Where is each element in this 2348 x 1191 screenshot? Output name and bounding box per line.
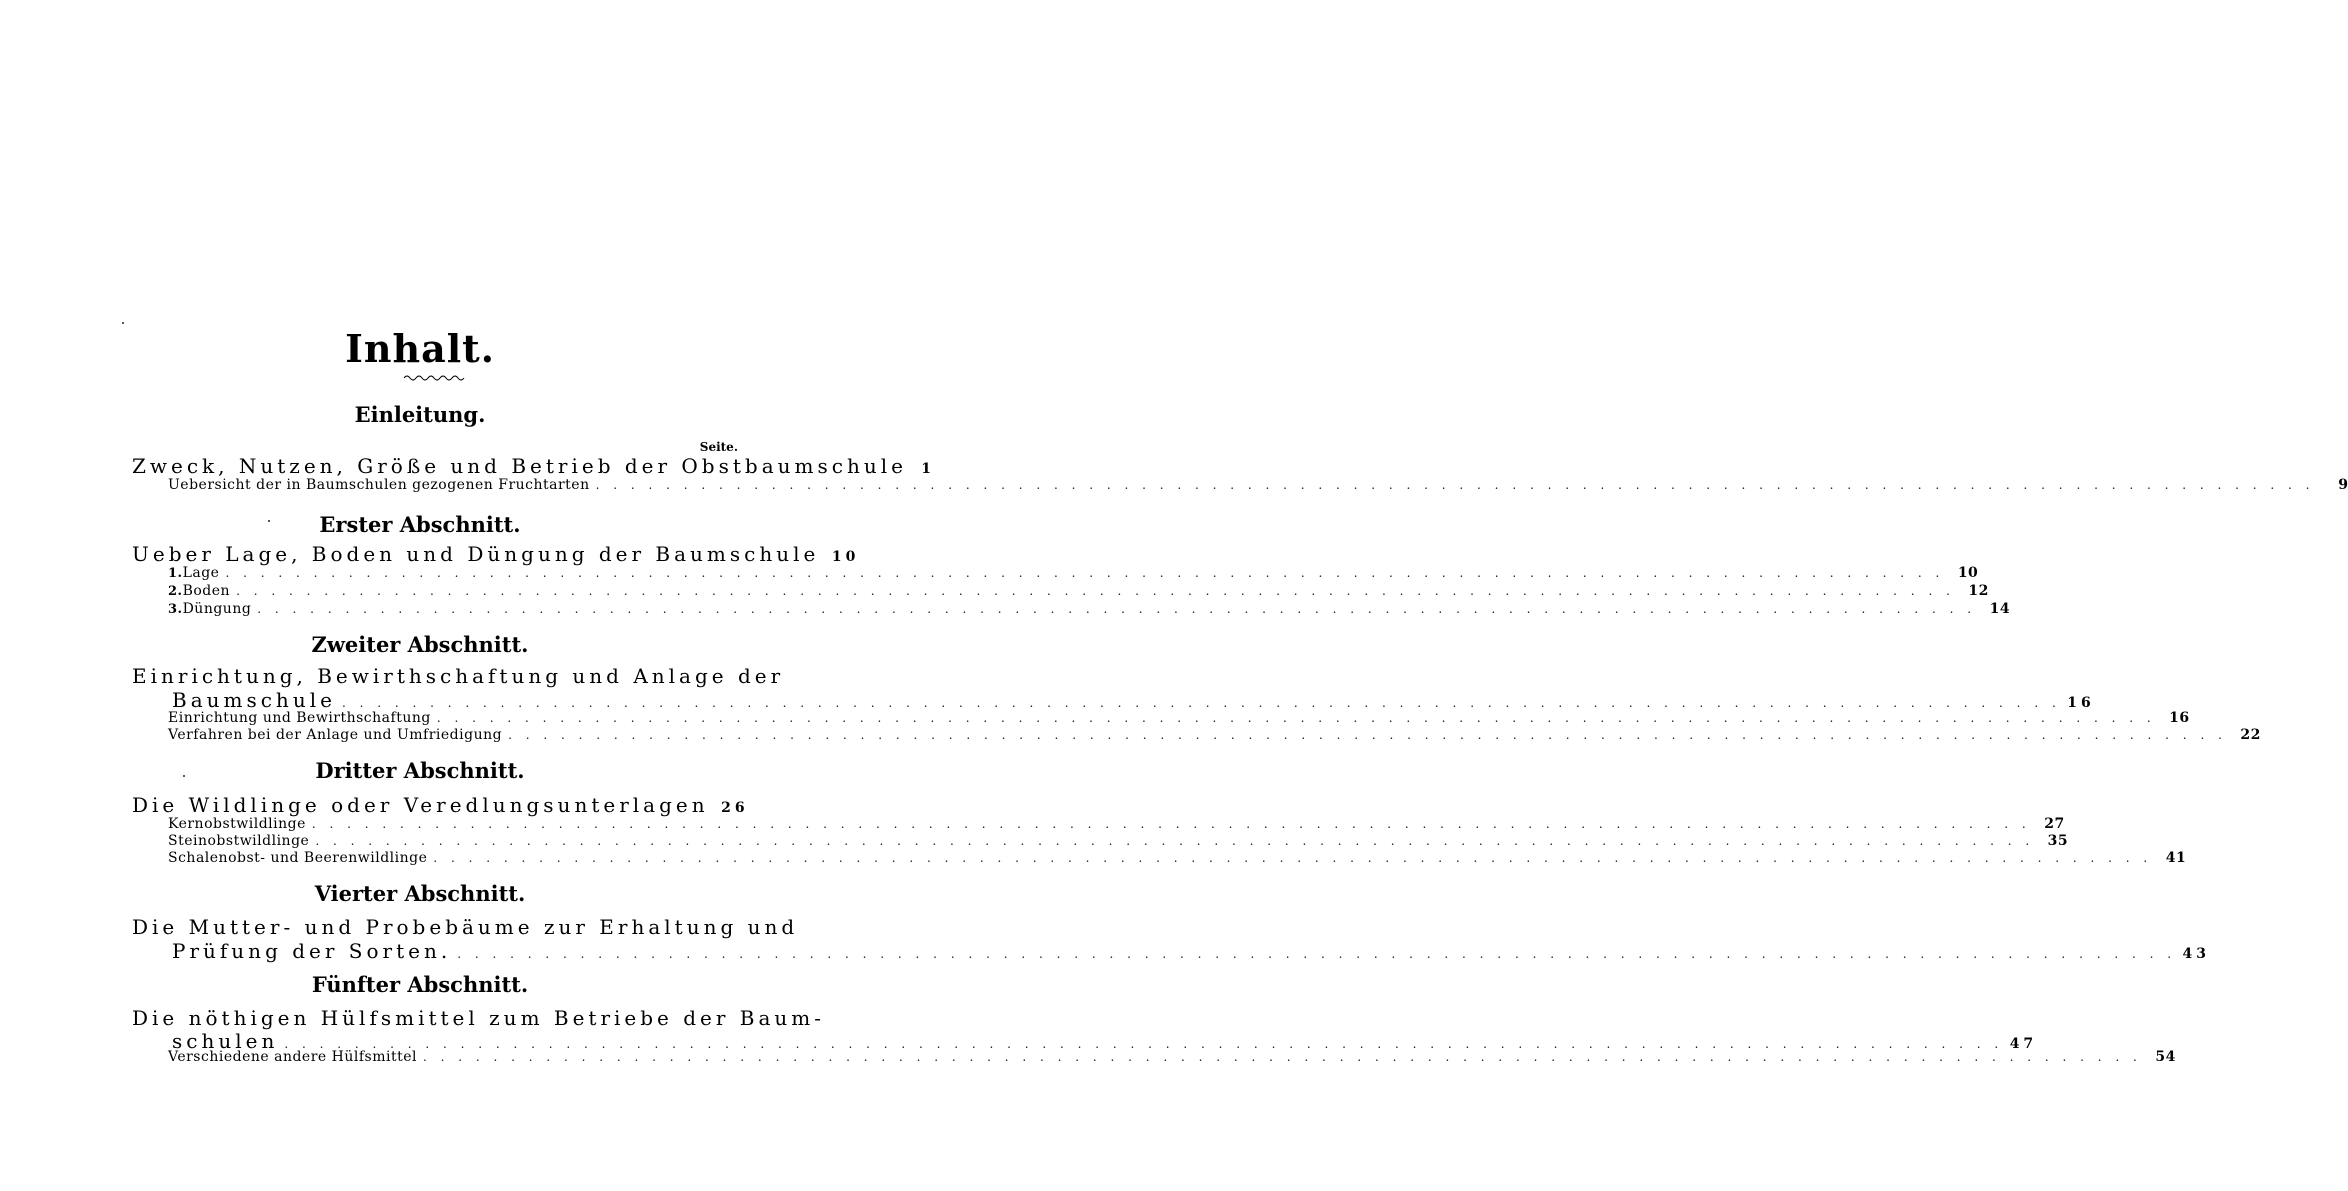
toc-entry-page: 47 — [2009, 1036, 2038, 1052]
toc-entry-page: 1 — [921, 461, 935, 477]
toc-entry-page: 26 — [721, 800, 749, 816]
toc-entry-number: 3. — [168, 602, 183, 617]
leader-dots — [423, 1050, 2142, 1064]
leader-dots — [457, 947, 2176, 961]
toc-entry-label: Einrichtung und Bewirthschaftung — [168, 710, 431, 726]
section-heading-einleitung: Einleitung. — [354, 402, 486, 427]
toc-entry-label: Verfahren bei der Anlage und Umfriedigung — [168, 727, 503, 743]
section-heading-vierter: Vierter Abschnitt. — [314, 881, 526, 906]
toc-entry[interactable] — [132, 793, 749, 817]
toc-entry[interactable] — [168, 601, 2011, 617]
ornament-divider — [404, 372, 464, 382]
toc-entry-page: 10 — [1957, 565, 1979, 581]
toc-entry-page: 16 — [2067, 695, 2095, 711]
toc-entry-page: 43 — [2182, 946, 2211, 962]
toc-entry-page: 35 — [2047, 833, 2069, 849]
toc-entry-label: Verschiedene andere Hülfsmittel — [168, 1049, 417, 1065]
toc-entry[interactable] — [168, 710, 2190, 726]
toc-entry-page: 54 — [2155, 1049, 2176, 1065]
leader-dots — [342, 696, 2061, 710]
toc-entry[interactable] — [168, 727, 2261, 743]
section-heading-fuenfter: Fünfter Abschnitt. — [311, 972, 529, 997]
toc-entry-page: 12 — [1968, 583, 1989, 599]
toc-entry-line1: Einrichtung, Bewirthschaftung und Anlage der — [132, 664, 785, 688]
toc-entry-label: Steinobstwildlinge — [168, 833, 310, 849]
toc-entry[interactable] — [168, 583, 1989, 599]
toc-entry-label: Ueber Lage, Boden und Düngung der Baumschule — [132, 542, 820, 566]
toc-entry[interactable] — [172, 688, 2095, 712]
section-heading-zweiter: Zweiter Abschnitt. — [311, 632, 529, 657]
toc-entry[interactable] — [168, 833, 2069, 849]
toc-entry-label: Kernobstwildlinge — [168, 816, 306, 832]
toc-entry[interactable] — [168, 816, 2065, 832]
toc-entry-page: 10 — [831, 549, 860, 565]
print-speck — [183, 775, 185, 777]
leader-dots — [508, 728, 2227, 742]
toc-entry-label: Schalenobst- und Beerenwildlinge — [168, 850, 428, 866]
section-heading-erster: Erster Abschnitt. — [319, 512, 521, 537]
toc-entry[interactable] — [132, 542, 860, 566]
toc-entry-page: 16 — [2169, 710, 2190, 726]
toc-entry-page: 22 — [2240, 727, 2261, 743]
toc-entry-page: 9 — [2338, 477, 2348, 493]
toc-entry-label: Boden — [182, 583, 231, 599]
toc-entry-label: Uebersicht der in Baumschulen gezogenen Fruchtarten — [168, 477, 590, 493]
toc-entry-number: 2. — [168, 584, 183, 599]
column-label-seite: Seite. — [699, 440, 738, 454]
leader-dots — [596, 478, 2315, 492]
leader-dots — [315, 834, 2034, 848]
toc-entry-page: 41 — [2165, 850, 2187, 866]
leader-dots — [236, 584, 1955, 598]
toc-entry-label: Die Wildlinge oder Veredlungsunterlagen — [132, 793, 709, 817]
toc-entry-label: schulen — [172, 1029, 279, 1053]
section-heading-dritter: Dritter Abschnitt. — [315, 758, 525, 783]
toc-entry-line1: Die Mutter- und Probebäume zur Erhaltung und — [132, 915, 799, 939]
leader-dots — [437, 711, 2156, 725]
leader-dots — [433, 851, 2152, 865]
toc-entry[interactable] — [168, 477, 2348, 493]
toc-entry-label: Düngung — [182, 601, 252, 617]
toc-entry-number: 1. — [168, 566, 183, 581]
leader-dots — [312, 817, 2031, 831]
print-speck — [122, 322, 124, 324]
page-title: Inhalt. — [345, 326, 495, 371]
toc-entry[interactable] — [168, 565, 1979, 581]
toc-entry[interactable] — [172, 939, 2211, 963]
toc-entry[interactable] — [132, 454, 935, 478]
toc-entry[interactable] — [168, 850, 2187, 866]
toc-entry-page: 14 — [1989, 601, 2011, 617]
leader-dots — [225, 566, 1944, 580]
toc-entry-label: Lage — [182, 565, 220, 581]
toc-entry-line1: Die nöthigen Hülfsmittel zum Betriebe der Baum- — [132, 1006, 826, 1030]
toc-entry-label: Baumschule — [172, 688, 336, 712]
print-speck — [268, 520, 270, 522]
toc-entry[interactable] — [168, 1049, 2176, 1065]
toc-entry-page: 27 — [2044, 816, 2065, 832]
toc-entry-label: Zweck, Nutzen, Größe und Betrieb der Obstbaumschule — [132, 454, 907, 478]
leader-dots — [257, 602, 1976, 616]
toc-entry-label: Prüfung der Sorten. — [172, 939, 452, 963]
